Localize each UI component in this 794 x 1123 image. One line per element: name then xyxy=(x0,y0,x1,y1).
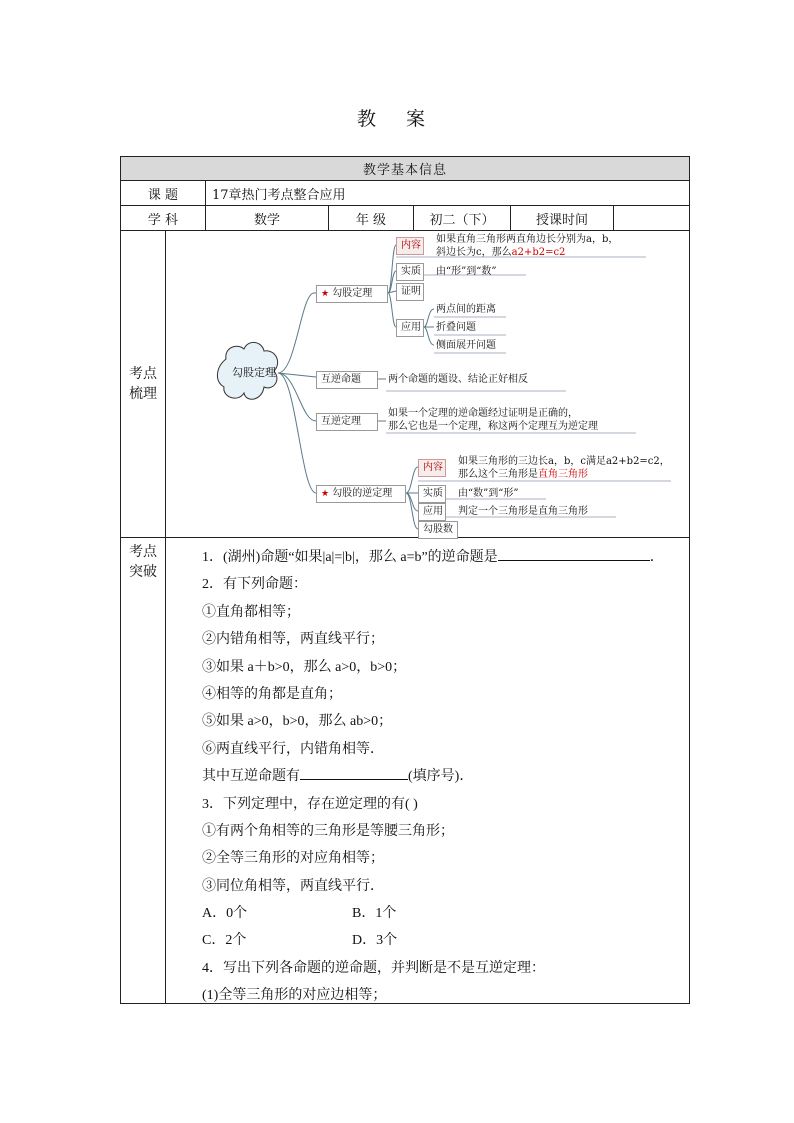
table-header: 教学基本信息 xyxy=(121,157,690,181)
converse-theorem-text-1: 如果一个定理的逆命题经过证明是正确的， xyxy=(388,408,578,419)
q3-item-2: ②全等三角形的对应角相等； xyxy=(202,851,384,867)
q2-ask: 其中互逆命题有 (填序号)． xyxy=(202,763,681,790)
tag-content-2: 内容 xyxy=(418,459,446,477)
essence-text-1: 由“形”到“数” xyxy=(436,266,497,277)
content-text-1b: 斜边长为c，那么a2+b2=c2 xyxy=(436,247,566,258)
time-value xyxy=(614,206,689,230)
apply-2: 折叠问题 xyxy=(436,322,476,333)
option-c[interactable]: C．2个 xyxy=(202,933,247,949)
q4-item-1: (1)全等三角形的对应边相等； xyxy=(202,988,387,1004)
q3-options-ab xyxy=(202,900,681,927)
tag-content-1: 内容 xyxy=(396,237,424,255)
subject-label: 课 题 xyxy=(121,181,206,205)
q2-item-6: ⑥两直线平行，内错角相等． xyxy=(202,741,384,757)
content-text-2b: 那么这个三角形是直角三角形 xyxy=(458,469,588,480)
breakthrough-label-cell xyxy=(121,538,166,1004)
question-list xyxy=(202,544,681,1010)
breakthrough-label: 考点突破 xyxy=(129,544,157,580)
apply-1: 两点间的距离 xyxy=(436,304,496,315)
essence-text-2: 由“数”到“形” xyxy=(458,488,519,499)
branch-label: 勾股的逆定理 xyxy=(332,488,393,499)
converse-proposition-text: 两个命题的题设、结论正好相反 xyxy=(388,374,528,385)
document-title: 教 案 xyxy=(356,108,438,130)
converse-theorem-text-2: 那么它也是一个定理，称这两个定理互为逆定理 xyxy=(388,421,598,432)
branch-label: 勾股定理 xyxy=(332,288,373,299)
answer-blank-2[interactable] xyxy=(300,765,408,780)
answer-blank-1[interactable] xyxy=(498,546,650,561)
tag-proof: 证明 xyxy=(396,283,424,301)
star-icon: ★ xyxy=(321,489,330,499)
tag-apply-1: 应用 xyxy=(396,319,424,337)
apply-text-2: 判定一个三角形是直角三角形 xyxy=(458,506,588,517)
branch-pythagorean xyxy=(316,285,388,303)
q3-item-1: ①有两个角相等的三角形是等腰三角形； xyxy=(202,823,454,839)
mindmap-root: 勾股定理 xyxy=(232,366,276,379)
q2-item-2: ②内错角相等，两直线平行； xyxy=(202,632,384,648)
question-2: 2．有下列命题： xyxy=(202,577,307,593)
mindmap-label-cell xyxy=(121,231,166,538)
questions-cell xyxy=(166,538,690,1004)
q2-item-1: ①直角都相等； xyxy=(202,604,300,620)
tag-pythagorean-triple: 勾股数 xyxy=(418,521,458,539)
lesson-plan-table xyxy=(120,156,690,1004)
branch-converse-proposition: 互逆命题 xyxy=(316,371,378,389)
branch-converse-theorem: 互逆定理 xyxy=(316,413,378,431)
star-icon: ★ xyxy=(321,289,330,299)
tag-essence-1: 实质 xyxy=(396,263,424,281)
q3-item-3: ③同位角相等，两直线平行． xyxy=(202,878,384,894)
q3-options-cd xyxy=(202,927,681,954)
q2-item-4: ④相等的角都是直角； xyxy=(202,686,342,702)
content-text-1a: 如果直角三角形两直角边长分别为a，b， xyxy=(436,234,619,245)
tag-essence-2: 实质 xyxy=(418,485,446,503)
option-b[interactable]: B．1个 xyxy=(352,906,397,922)
option-d[interactable]: D．3个 xyxy=(352,933,398,949)
time-label: 授课时间 xyxy=(511,206,614,230)
option-a[interactable]: A．0个 xyxy=(202,906,248,922)
apply-3: 侧面展开问题 xyxy=(436,340,496,351)
discipline-value: 数学 xyxy=(206,206,329,230)
grade-label: 年 级 xyxy=(329,206,414,230)
tag-apply-2: 应用 xyxy=(418,503,446,521)
subject-row xyxy=(121,181,689,205)
branch-pythagorean-converse xyxy=(316,485,406,503)
discipline-label: 学 科 xyxy=(121,206,206,230)
question-3: 3．下列定理中，存在逆定理的有( ) xyxy=(202,796,418,812)
grade-value: 初二（下） xyxy=(414,206,511,230)
info-row xyxy=(121,206,689,230)
question-4: 4．写出下列各命题的逆命题，并判断是不是互逆定理： xyxy=(202,960,545,976)
question-1: 1．(湖州)命题“如果|a|=|b|，那么 a=b”的逆命题是 ． xyxy=(202,544,681,571)
subject-value: 17章热门考点整合应用 xyxy=(212,187,346,203)
q2-item-5: ⑤如果 a>0，b>0，那么 ab>0； xyxy=(202,714,393,730)
content-text-2a: 如果三角形的三边长a，b，c满足a2+b2=c2， xyxy=(458,456,670,467)
q2-item-3: ③如果 a＋b>0，那么 a>0，b>0； xyxy=(202,659,407,675)
mindmap-cell xyxy=(166,231,690,538)
mindmap-label: 考点梳理 xyxy=(129,366,157,402)
